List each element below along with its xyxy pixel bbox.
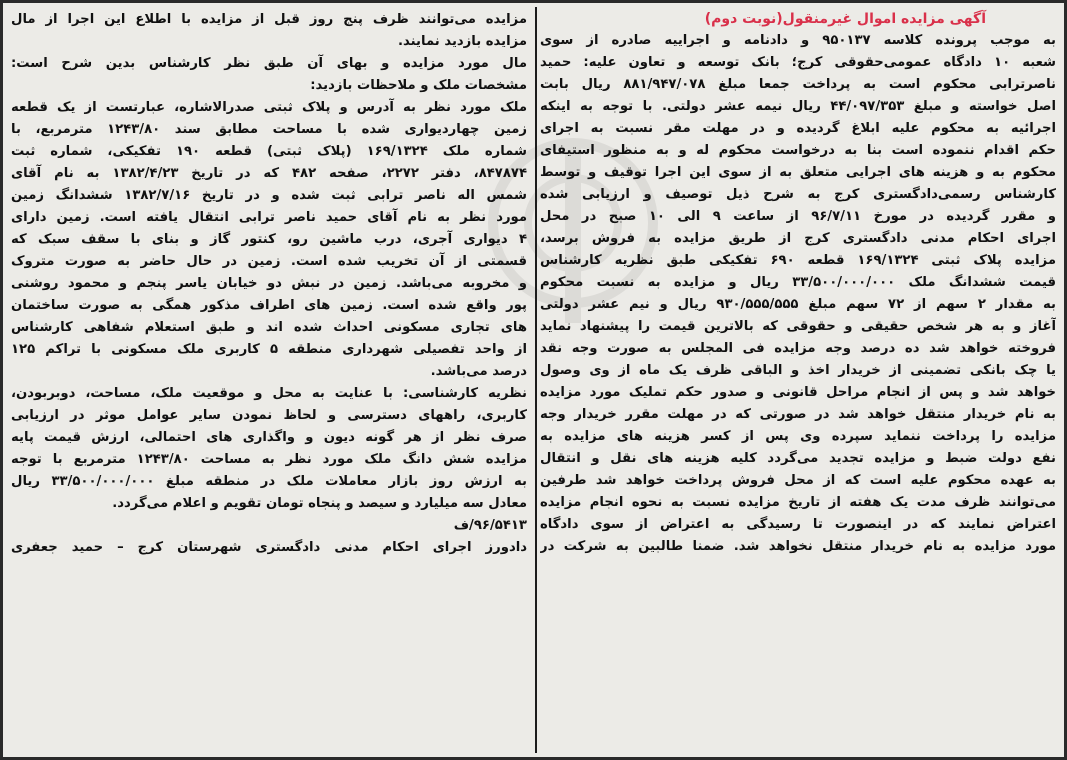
- notice-line: شمس اله ناصر ترابی ثبت شده و در تاریخ ۱۳۸۲/۷/۱۶ ششدانگ زمین: [11, 188, 527, 203]
- notice-line: اصل خواسته و مبلغ ۴۴/۰۹۷/۳۵۳ ریال نیمه عشر دولتی. با توجه به اینکه: [540, 99, 1056, 114]
- notice-line: و مخروبه می‌باشد. زمین در نبش دو خیابان یاسر پنجم و محمود روشنی: [11, 276, 527, 291]
- notice-line: مال مورد مزایده و بهای آن طبق نظر کارشناس بدین شرح است:: [11, 56, 527, 71]
- notice-line: مورد مزایده به نام خریدار منتقل نخواهد شد. ضمنا طالبین به شرکت در: [540, 539, 1056, 554]
- notice-line: درصد می‌باشد.: [430, 364, 527, 379]
- notice-line: به نام خریدار منتقل خواهد شد در صورتی که در مهلت مقرر خریدار وجه: [540, 407, 1056, 422]
- column-divider: [535, 7, 537, 753]
- left-column-text: [11, 9, 527, 559]
- right-column-text: [540, 30, 1056, 558]
- left-column: [11, 9, 527, 751]
- notice-line: ۴ دیواری آجری، درب ماشین رو، کنتور گاز و بنای با سقف سبک که: [11, 232, 527, 247]
- notice-line: از واحد تفصیلی شهرداری منطقه ۵ کاربری ملک مسکونی با تراکم ۱۲۵: [11, 342, 527, 357]
- notice-line: آغاز و به هر شخص حقیقی و حقوقی که بالاترین قیمت را پیشنهاد نماید: [540, 319, 1056, 334]
- notice-line: شماره ملک ۱۶۹/۱۳۲۴ (پلاک ثبتی) قطعه ۱۹۰ تفکیکی، شماره ثبت: [11, 144, 527, 159]
- notice-line: محکوم به و هزینه های اجرایی متعلق به از سوی این اجرا توقیف و توسط: [540, 165, 1056, 180]
- notice-line: ۸۴۷۸۷۴، دفتر ۲۲۷۲، صفحه ۴۸۲ که در تاریخ ۱۳۸۲/۴/۲۳ به نام آقای: [11, 166, 527, 181]
- notice-line: می‌توانند ظرف مدت یک هفته از تاریخ مزایده نسبت به نحوه انجام مزایده: [540, 495, 1056, 510]
- notice-line: به عهده محکوم علیه است که از محل فروش پرداخت خواهد شد طرفین: [540, 473, 1056, 488]
- notice-line: پور واقع شده است. زمین های اطراف مذکور همگی به صورت ساختمان: [11, 298, 527, 313]
- notice-line: اجرای احکام مدنی دادگستری کرج از طریق مزایده به فروش برسد،: [540, 231, 1056, 246]
- notice-line: مزایده پلاک ثبتی ۱۶۹/۱۳۲۴ قطعه ۶۹۰ تفکیکی طبق نظریه کارشناس: [540, 253, 1056, 268]
- notice-line: مزایده بازدید نمایند.: [398, 34, 527, 49]
- notice-line: به موجب پرونده کلاسه ۹۵۰۱۳۷ و دادنامه و اجراییه صادره از سوی: [540, 33, 1056, 48]
- notice-line: فروخته خواهد شد ده درصد وجه مزایده فی المجلس به صورت وجه نقد: [540, 341, 1056, 356]
- notice-line: اجرائیه به محکوم علیه ابلاغ گردیده و در مهلت مقر نسبت به اجرای: [540, 121, 1056, 136]
- notice-line: و مقرر گردیده در مورخ ۹۶/۷/۱۱ از ساعت ۹ الی ۱۰ صبح در محل: [540, 209, 1056, 224]
- notice-line: دادورز اجرای احکام مدنی دادگستری شهرستان کرج – حمید جعفری: [11, 540, 527, 555]
- notice-line: حکم اقدام ننموده است بنا به درخواست محکوم له و به منظور استیفای: [540, 143, 1056, 158]
- notice-line: مورد نظر به نام آقای حمید ناصر ترابی انتقال یافته است. زمین دارای: [11, 210, 527, 225]
- notice-line: مزایده می‌توانند ظرف پنج روز قبل از مزایده با اطلاع این اجرا از مال: [11, 12, 527, 27]
- notice-line: مزایده شش دانگ ملک مورد نظر به مساحت ۱۲۴۳/۸۰ مترمربع با توجه: [11, 452, 527, 467]
- notice-line: های تجاری مسکونی احداث شده اند و طبق استعلام شفاهی کارشناس: [11, 320, 527, 335]
- right-column: [540, 9, 1056, 751]
- notice-title: آگهی مزایده اموال غیرمنقول(نوبت دوم): [704, 11, 986, 27]
- notice-line: زمین چهاردیواری شده با مساحت مطابق سند ۱۲۴۳/۸۰ مترمربع، با: [11, 122, 527, 137]
- notice-line: ناصرترابی محکوم است به پرداخت جمعا مبلغ ۸۸۱/۹۴۷/۰۷۸ ریال بابت: [540, 77, 1056, 92]
- notice-line: قیمت ششدانگ ملک ۳۳/۵۰۰/۰۰۰/۰۰۰ ریال و مزایده به نسبت محکوم: [540, 275, 1056, 290]
- notice-line: نظریه کارشناسی: با عنایت به محل و موقعیت ملک، مساحت، دوبربودن،: [11, 386, 527, 401]
- notice-line: نفع دولت ضبط و مزایده تجدید می‌گردد کلیه هزینه های نقل و انتقال: [540, 451, 1056, 466]
- notice-line: یا چک بانکی تضمینی از خریدار اخذ و الباقی ظرف یک ماه از وی وصول: [540, 363, 1056, 378]
- notice-line: معادل سه میلیارد و سیصد و پنجاه تومان تقویم و اعلام می‌گردد.: [112, 496, 527, 511]
- notice-line: به مقدار ۲ سهم از ۷۲ سهم مبلغ ۹۳۰/۵۵۵/۵۵۵ ریال و نیم عشر دولتی: [540, 297, 1056, 312]
- notice-line: ۹۶/۵۴۱۳/ف: [453, 518, 527, 533]
- notice-line: صرف نظر از هر گونه دیون و واگذاری های احتمالی، ارزش قیمت پایه: [11, 430, 527, 445]
- notice-line: کاربری، راههای دسترسی و لحاظ نمودن سایر عوامل موثر در ارزیابی: [11, 408, 527, 423]
- notice-line: کارشناس رسمی‌دادگستری کرج به شرح ذیل توصیف و ارزیابی شده: [540, 187, 1056, 202]
- notice-line: شعبه ۱۰ دادگاه عمومی‌حقوقی کرج؛ بانک توسعه و تعاون علیه: حمید: [540, 55, 1056, 70]
- notice-line: اعتراض نمایند که در اینصورت تا رسیدگی به اعتراض از سوی دادگاه: [540, 517, 1056, 532]
- notice-line: مشخصات ملک و ملاحظات بازدید:: [310, 78, 527, 93]
- notice-line: خواهد شد و پس از انجام مراحل قانونی و صدور حکم تملیک مورد مزایده: [540, 385, 1056, 400]
- notice-line: قسمتی از آن تخریب شده است. زمین در حال حاضر به صورت متروک: [11, 254, 527, 269]
- notice-line: ملک مورد نظر به آدرس و پلاک ثبتی صدرالاشاره، عبارتست از یک قطعه: [11, 100, 527, 115]
- notice-line: مزایده را پرداخت ننماید سپرده وی پس از کسر هزینه های مزایده به: [540, 429, 1056, 444]
- notice-line: به ارزش روز بازار معاملات ملک در منطقه مبلغ ۳۳/۵۰۰/۰۰۰/۰۰۰ ریال: [11, 474, 527, 489]
